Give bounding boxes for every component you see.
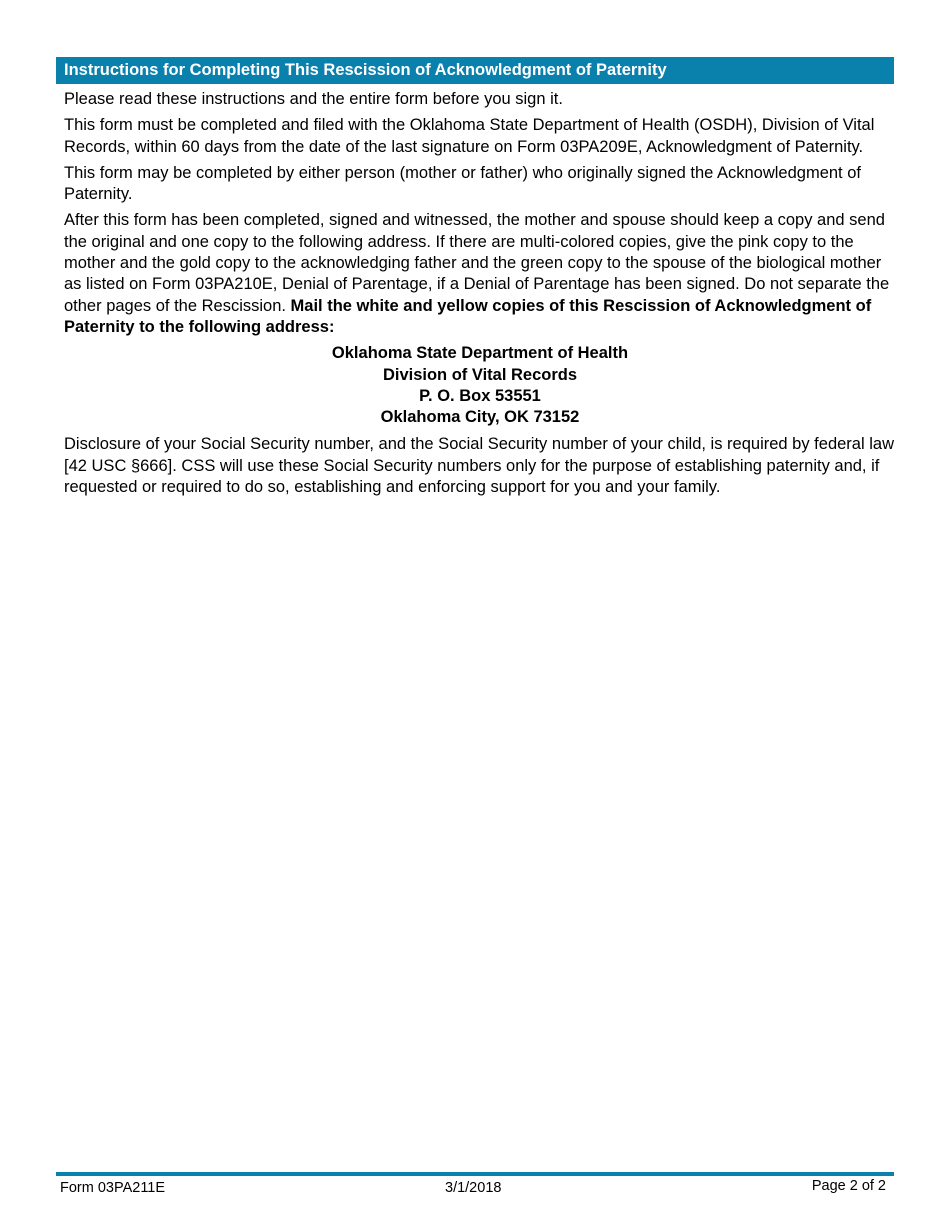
instructions-body xyxy=(64,89,896,503)
disclosure-paragraph: Disclosure of your Social Security number, and the Social Security number of your child, is required by federal law [42 USC §666]. CSS will use these Social Security numbers only for the purpose of establishing paternity and, if requested or required to do so, establishing and enforcing support for you and your family. xyxy=(64,435,894,497)
instruction-paragraph: This form may be completed by either person (mother or father) who originally signed the Acknowledgment of Paternity. xyxy=(64,163,861,204)
form-number: Form 03PA211E xyxy=(60,1180,166,1196)
address-line: Oklahoma State Department of Health xyxy=(331,344,629,363)
address-line: Oklahoma City, OK 73152 xyxy=(380,408,580,427)
section-title: Instructions for Completing This Rescission of Acknowledgment of Paternity xyxy=(64,61,667,79)
revision-date: 3/1/2018 xyxy=(445,1180,502,1196)
instruction-paragraph: Please read these instructions and the entire form before you sign it. xyxy=(64,90,563,108)
instruction-paragraph xyxy=(64,210,896,338)
page-number: Page 2 of 2 xyxy=(811,1178,886,1194)
section-header xyxy=(56,57,894,84)
mailing-address xyxy=(64,343,896,428)
mailing-instruction: Mail the white and yellow copies of this Rescission of Acknowledgment of Paternity to the following address: xyxy=(64,296,872,336)
address-line: P. O. Box 53551 xyxy=(419,386,541,405)
instruction-paragraph: This form must be completed and filed with the Oklahoma State Department of Health (OSDH), Division of Vital Records, within 60 days from the date of the last signature on Form 03PA209E, Acknowledgment of Paternity. xyxy=(64,116,875,156)
footer-divider xyxy=(56,1172,894,1176)
instruction-text: After this form has been completed, signed and witnessed, the mother and spouse should keep a copy and send the original and one copy to the following address. If there are multi-colored copies, give the pink copy to the mother and the gold copy to the acknowledging father and the green copy to the spouse of the biological mother as listed on Form 03PA210E, Denial of Parentage, if a Denial of Parentage has been signed. Do not separate the other pages of the Rescission. xyxy=(64,211,890,315)
address-line: Division of Vital Records xyxy=(382,365,578,384)
